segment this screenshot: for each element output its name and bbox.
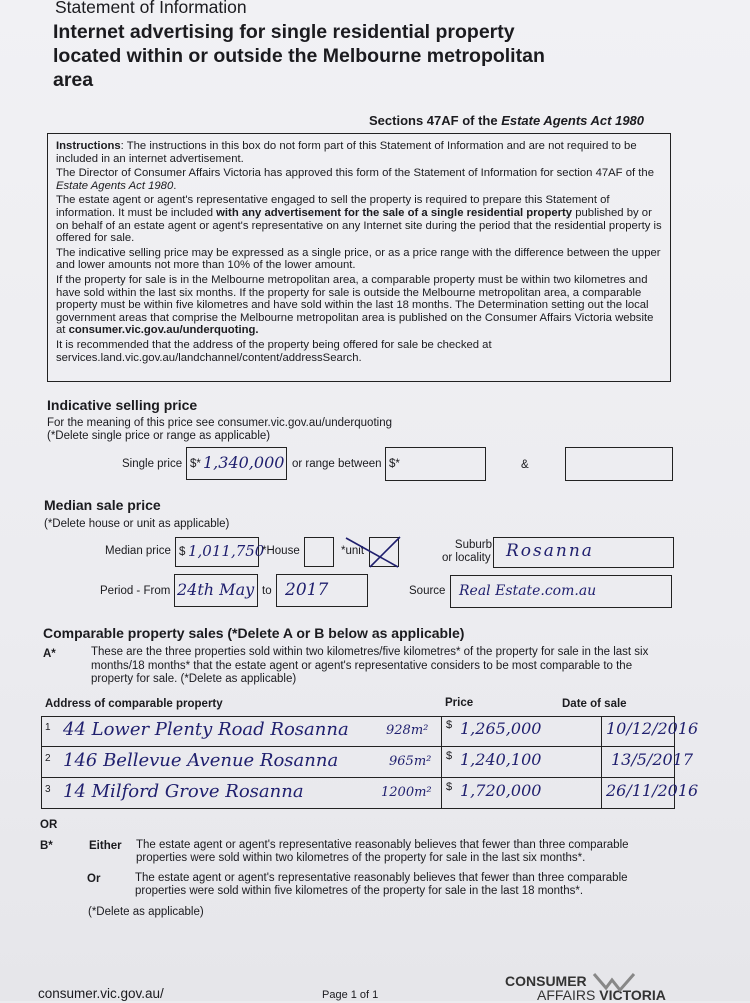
suburb-field[interactable]: [493, 537, 674, 568]
row-land-size: 965m²: [389, 754, 432, 769]
range-label: or range between: [292, 458, 382, 470]
row-address: 44 Lower Plenty Road Rosanna: [63, 719, 349, 740]
price-dollar: $: [446, 719, 453, 731]
row-price: 1,265,000: [460, 719, 542, 738]
house-label: *House: [262, 545, 300, 557]
single-price-value: 1,340,000: [203, 453, 285, 472]
option-a-text: These are the three properties sold within two kilometres/five kilometres* of the property for sale in the last six months/18 months* that the estate agent or agent's representative considers to be most comparable to the property for sale. (*Delete as applicable): [91, 646, 649, 685]
or2-text: The estate agent or agent's representative reasonably believes that fewer than three comparable properties were sold within five kilometres of the property for sale in the last 18 months*.: [135, 872, 628, 897]
row-number: 1: [45, 722, 51, 733]
price-cell: [441, 747, 601, 777]
median-price-label: Median price: [105, 545, 171, 557]
row-land-size: 1200m²: [381, 785, 432, 800]
single-price-prefix: $*: [190, 458, 201, 470]
row-address: 14 Milford Grove Rosanna: [63, 781, 304, 802]
source-value: Real Estate.com.au: [459, 583, 597, 599]
house-checkbox[interactable]: [304, 537, 334, 567]
row-date: 10/12/2016: [606, 719, 699, 738]
col-address-header: Address of comparable property: [45, 698, 223, 710]
suburb-label-1: Suburb: [454, 539, 492, 551]
row-date: 26/11/2016: [606, 781, 699, 800]
table-row: [41, 716, 699, 747]
instructions-p3-bold: with any advertisement for the sale of a single residential property: [216, 206, 573, 219]
delete-note: (*Delete as applicable): [88, 906, 204, 918]
median-sub: (*Delete house or unit as applicable): [44, 518, 230, 530]
logo-victoria: VICTORIA: [599, 987, 666, 1003]
instructions-p3-text: The estate agent or agent's representative engaged to sell the property is required to prepare this Statement of information. It must be included: [56, 194, 610, 219]
title-line-2: located within or outside the Melbourne metropolitan: [53, 45, 545, 67]
price-cell: [441, 716, 601, 746]
instructions-p6: It is recommended that the address of the property being offered for sale be checked at services.land.vic.gov.au/landchannel/content/addressSearch.: [56, 338, 492, 364]
suburb-value: Rosanna: [506, 541, 594, 561]
instructions-p3: [56, 194, 662, 244]
instructions-p3-end: published by or on behalf of an estate agent or agent's representative on any Internet site during the period that the residential property is offered for sale.: [56, 206, 662, 245]
instructions-p2-end: .: [173, 179, 177, 192]
indicative-sub2: (*Delete single price or range as applicable): [47, 430, 271, 442]
single-price-label: Single price: [122, 458, 183, 470]
row-number: 3: [45, 784, 51, 795]
source-label: Source: [409, 585, 446, 597]
instructions-p5: [56, 274, 662, 337]
page-title: [53, 20, 713, 92]
source-field[interactable]: [450, 575, 672, 608]
unit-label: *unit: [341, 545, 365, 557]
unit-checkbox[interactable]: [369, 537, 399, 567]
form-kicker: Statement of Information: [55, 0, 247, 17]
logo-mark-icon: [592, 972, 636, 992]
row-land-size: 928m²: [386, 723, 429, 738]
period-to-field[interactable]: [276, 574, 368, 607]
single-price-field[interactable]: [186, 447, 287, 480]
locality-label: or locality: [442, 552, 491, 564]
price-cell: [441, 778, 601, 808]
or2-label: Or: [87, 873, 101, 885]
range-low-prefix: $*: [389, 458, 400, 470]
suburb-label: [452, 538, 492, 552]
period-from-field[interactable]: [174, 574, 258, 607]
instructions-label: Instructions: [56, 140, 121, 152]
range-ampersand: &: [521, 459, 529, 471]
sections-reference: [369, 113, 644, 128]
comparable-heading: Comparable property sales (*Delete A or B below as applicable): [43, 625, 465, 641]
logo-affairs: AFFAIRS: [537, 987, 596, 1003]
title-line-1: Internet advertising for single residential property: [53, 21, 515, 43]
either-label: Either: [89, 840, 122, 852]
row-address: 146 Bellevue Avenue Rosanna: [63, 750, 339, 771]
instructions-p1-text: : The instructions in this box do not form part of this Statement of Information and are not required to be included in an internet advertisement.: [56, 140, 637, 165]
row-date: 13/5/2017: [611, 750, 694, 769]
table-row: [41, 778, 699, 808]
instructions-p5-link: consumer.vic.gov.au/underquoting.: [68, 324, 259, 337]
median-price-value: 1,011,750: [188, 542, 265, 560]
indicative-heading: Indicative selling price: [47, 397, 198, 413]
sections-prefix: Sections 47AF of the: [369, 113, 502, 128]
row-price: 1,240,100: [460, 750, 542, 769]
instructions-p4: The indicative selling price may be expressed as a single price, or as a price range with the difference between the upper and lower amounts not more than 10% of the lower amount.: [56, 246, 661, 272]
either-text: The estate agent or agent's representative reasonably believes that fewer than three comparable properties were sold within two kilometres of the property for sale in the last six months*.: [136, 839, 629, 864]
strike-cross-icon: [344, 534, 402, 570]
price-dollar: $: [446, 781, 453, 793]
col-price-header: Price: [445, 697, 474, 709]
period-to-value: 2017: [285, 580, 329, 600]
instructions-box: [47, 133, 671, 382]
instructions-p2: [56, 167, 662, 192]
indicative-sub1: For the meaning of this price see consumer.vic.gov.au/underquoting: [47, 417, 392, 429]
range-high-field[interactable]: [565, 447, 673, 481]
median-heading: Median sale price: [44, 497, 161, 513]
option-b-label: B*: [40, 840, 53, 852]
logo-line-1: CONSUMER: [505, 973, 587, 989]
table-row: [41, 747, 694, 778]
cav-logo: [505, 974, 666, 1002]
price-dollar: $: [446, 750, 453, 762]
median-price-prefix: $: [179, 546, 186, 558]
logo-line-2: [505, 988, 666, 1002]
or-label: OR: [40, 819, 58, 831]
median-price-field[interactable]: [175, 537, 265, 567]
sections-act: Estate Agents Act 1980: [501, 113, 645, 128]
footer-url: consumer.vic.gov.au/: [38, 986, 164, 1001]
instructions-p1: [56, 140, 662, 165]
period-to-label: to: [262, 585, 272, 597]
period-from-value: 24th May: [177, 580, 255, 599]
option-a-label: A*: [43, 648, 56, 660]
row-price: 1,720,000: [460, 781, 542, 800]
instructions-p2-text: The Director of Consumer Affairs Victoria has approved this form of the Statement of Information for section 47AF of the: [56, 167, 654, 180]
instructions-p5-text: If the property for sale is in the Melbourne metropolitan area, a comparable property must be within two kilometres and have sold within the last six months. If the property for sale is outside the Melbourne metropolitan area, a comparable property must be within five kilometres and have sold within the last 18 months. The Determination setting out the local government areas that comprise the Melbourne metropolitan area is published on the Consumer Affairs Victoria website at: [56, 273, 654, 337]
period-from-label: Period - From: [100, 585, 171, 597]
col-date-header: Date of sale: [562, 698, 627, 710]
page-number: Page 1 of 1: [322, 989, 379, 1001]
row-number: 2: [45, 753, 51, 764]
range-low-field[interactable]: [385, 447, 486, 481]
title-line-3: area: [53, 69, 94, 91]
instructions-p2-act: Estate Agents Act 1980: [56, 179, 174, 192]
